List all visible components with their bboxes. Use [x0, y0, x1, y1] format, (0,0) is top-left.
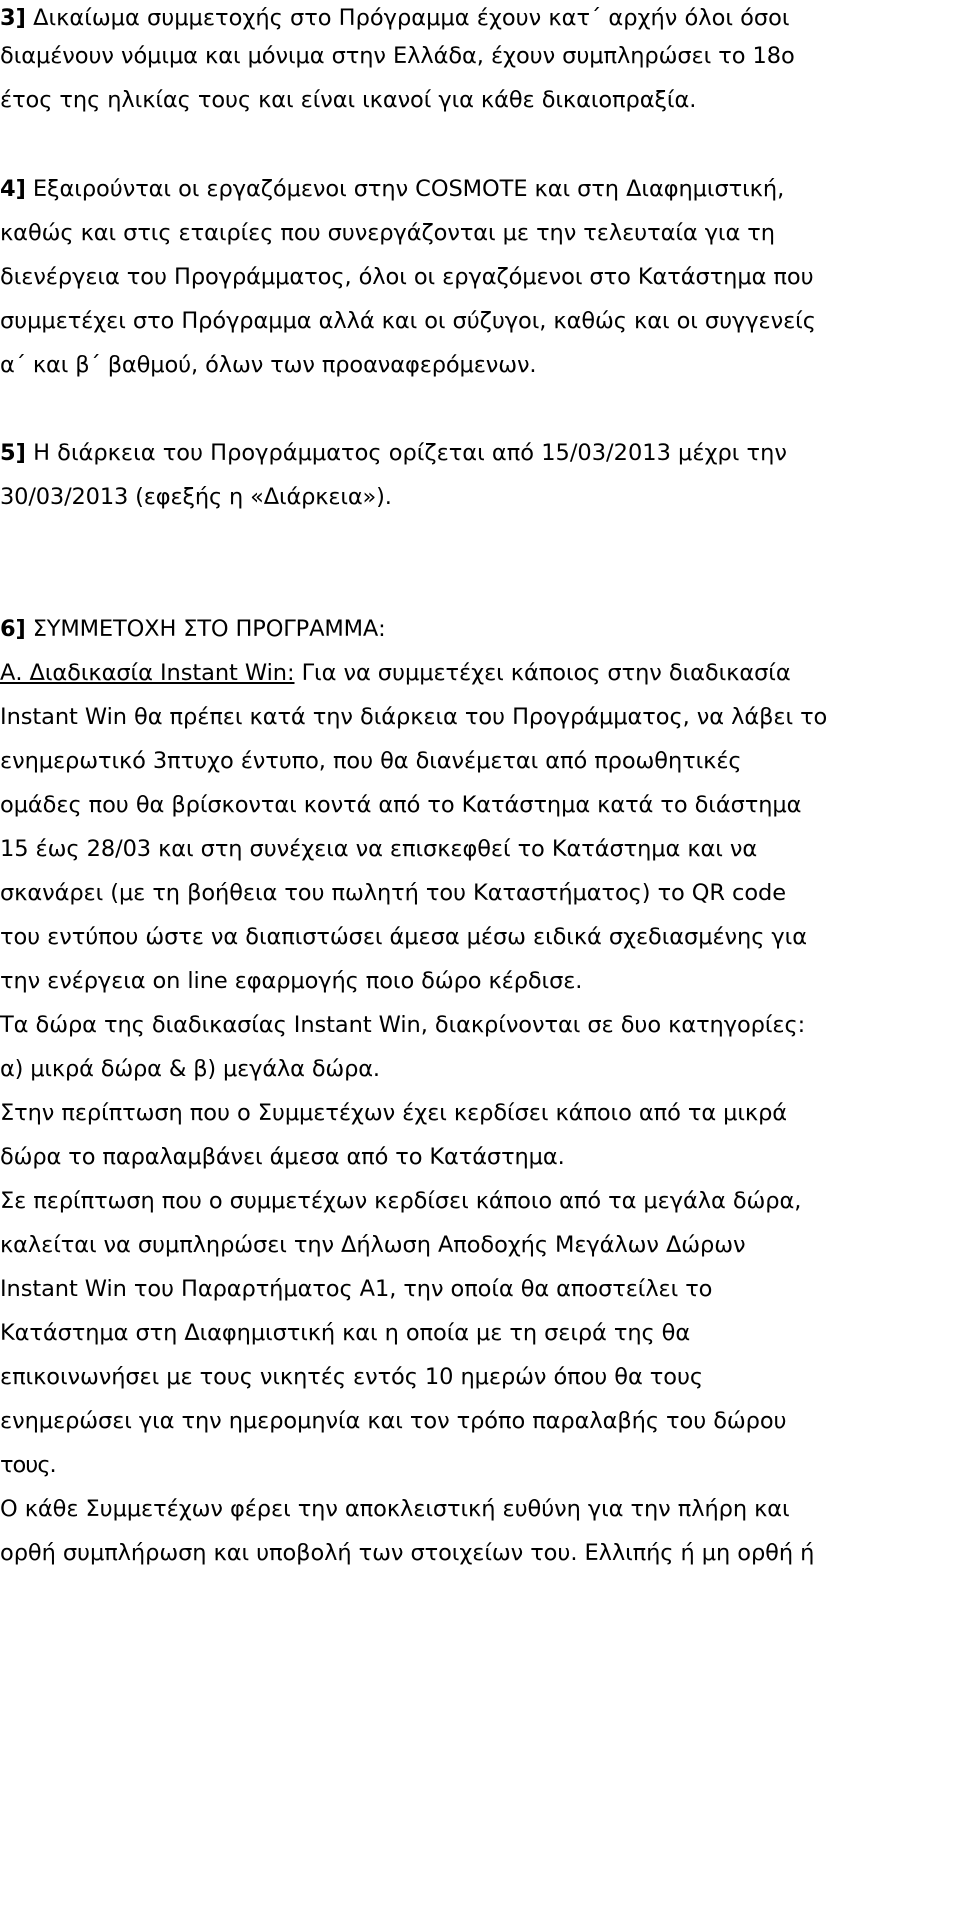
section-6-line-3: ενημερωτικό 3πτυχο έντυπο, που θα διανέμεται από προωθητικές [0, 748, 742, 774]
instant-win-label: Α. Διαδικασία Instant Win: [0, 660, 295, 686]
section-6-line-19: τους. [0, 1452, 56, 1478]
section-6-line-8: την ενέργεια on line εφαρμογής ποιο δώρο κέρδισε. [0, 968, 583, 994]
section-6-line-21: ορθή συμπλήρωση και υποβολή των στοιχείων του. Ελλιπής ή μη ορθή ή [0, 1540, 815, 1566]
section-6-line-1: Α. Διαδικασία Instant Win: Για να συμμετέχει κάποιος στην διαδικασία [0, 660, 791, 686]
section-4-number: 4] [0, 176, 26, 202]
section-6-line-18: ενημερώσει για την ημερομηνία και τον τρόπο παραλαβής του δώρου [0, 1408, 787, 1434]
section-6-line-20: Ο κάθε Συμμετέχων φέρει την αποκλειστική ευθύνη για την πλήρη και [0, 1496, 790, 1522]
section-3-line-1: 3] Δικαίωμα συμμετοχής στο Πρόγραμμα έχουν κατ΄ αρχήν όλοι όσοι [0, 5, 790, 31]
section-6-line-13: Σε περίπτωση που ο συμμετέχων κερδίσει κάποιο από τα μεγάλα δώρα, [0, 1188, 802, 1214]
section-4-line-4: συμμετέχει στο Πρόγραμμα αλλά και οι σύζυγοι, καθώς και οι συγγενείς [0, 308, 816, 334]
section-6-line-17: επικοινωνήσει με τους νικητές εντός 10 ημερών όπου θα τους [0, 1364, 704, 1390]
section-4-line-1: 4] Εξαιρούνται οι εργαζόμενοι στην COSMOTE και στη Διαφημιστική, [0, 176, 785, 202]
section-4-line-5: α΄ και β΄ βαθμού, όλων των προαναφερόμενων. [0, 352, 537, 378]
section-6-line-11: Στην περίπτωση που ο Συμμετέχων έχει κερδίσει κάποιο από τα μικρά [0, 1100, 788, 1126]
section-6-line-9: Τα δώρα της διαδικασίας Instant Win, διακρίνονται σε δυο κατηγορίες: [0, 1012, 806, 1038]
section-5-line-2: 30/03/2013 (εφεξής η «Διάρκεια»). [0, 484, 392, 510]
section-6-line-16: Κατάστημα στη Διαφημιστική και η οποία με τη σειρά της θα [0, 1320, 691, 1346]
section-3-line-3: έτος της ηλικίας τους και είναι ικανοί για κάθε δικαιοπραξία. [0, 87, 697, 113]
section-6-line-4: ομάδες που θα βρίσκονται κοντά από το Κατάστημα κατά το διάστημα [0, 792, 802, 818]
section-6-heading: 6] ΣΥΜΜΕΤΟΧΗ ΣΤΟ ΠΡΟΓΡΑΜΜΑ: [0, 616, 386, 642]
section-4-line-3: διενέργεια του Προγράμματος, όλοι οι εργαζόμενοι στο Κατάστημα που [0, 264, 814, 290]
section-5-number: 5] [0, 440, 26, 466]
section-6-number: 6] [0, 616, 26, 642]
section-6-line-12: δώρα το παραλαμβάνει άμεσα από το Κατάστημα. [0, 1144, 565, 1170]
section-3-line-2: διαμένουν νόμιμα και μόνιμα στην Ελλάδα, έχουν συμπληρώσει το 18ο [0, 43, 795, 69]
section-6-line-2: Instant Win θα πρέπει κατά την διάρκεια του Προγράμματος, να λάβει το [0, 704, 828, 730]
section-6-line-14: καλείται να συμπληρώσει την Δήλωση Αποδοχής Μεγάλων Δώρων [0, 1232, 746, 1258]
section-5-line-1: 5] Η διάρκεια του Προγράμματος ορίζεται από 15/03/2013 μέχρι την [0, 440, 787, 466]
section-6-line-6: σκανάρει (με τη βοήθεια του πωλητή του Καταστήματος) το QR code [0, 880, 786, 906]
section-3-number: 3] [0, 5, 26, 31]
section-4-line-2: καθώς και στις εταιρίες που συνεργάζονται με την τελευταία για τη [0, 220, 775, 246]
section-6-line-15: Instant Win του Παραρτήματος Α1, την οποία θα αποστείλει το [0, 1276, 713, 1302]
section-6-line-7: του εντύπου ώστε να διαπιστώσει άμεσα μέσω ειδικά σχεδιασμένης για [0, 924, 807, 950]
section-6-line-10: α) μικρά δώρα & β) μεγάλα δώρα. [0, 1056, 380, 1082]
section-6-line-5: 15 έως 28/03 και στη συνέχεια να επισκεφθεί το Κατάστημα και να [0, 836, 758, 862]
